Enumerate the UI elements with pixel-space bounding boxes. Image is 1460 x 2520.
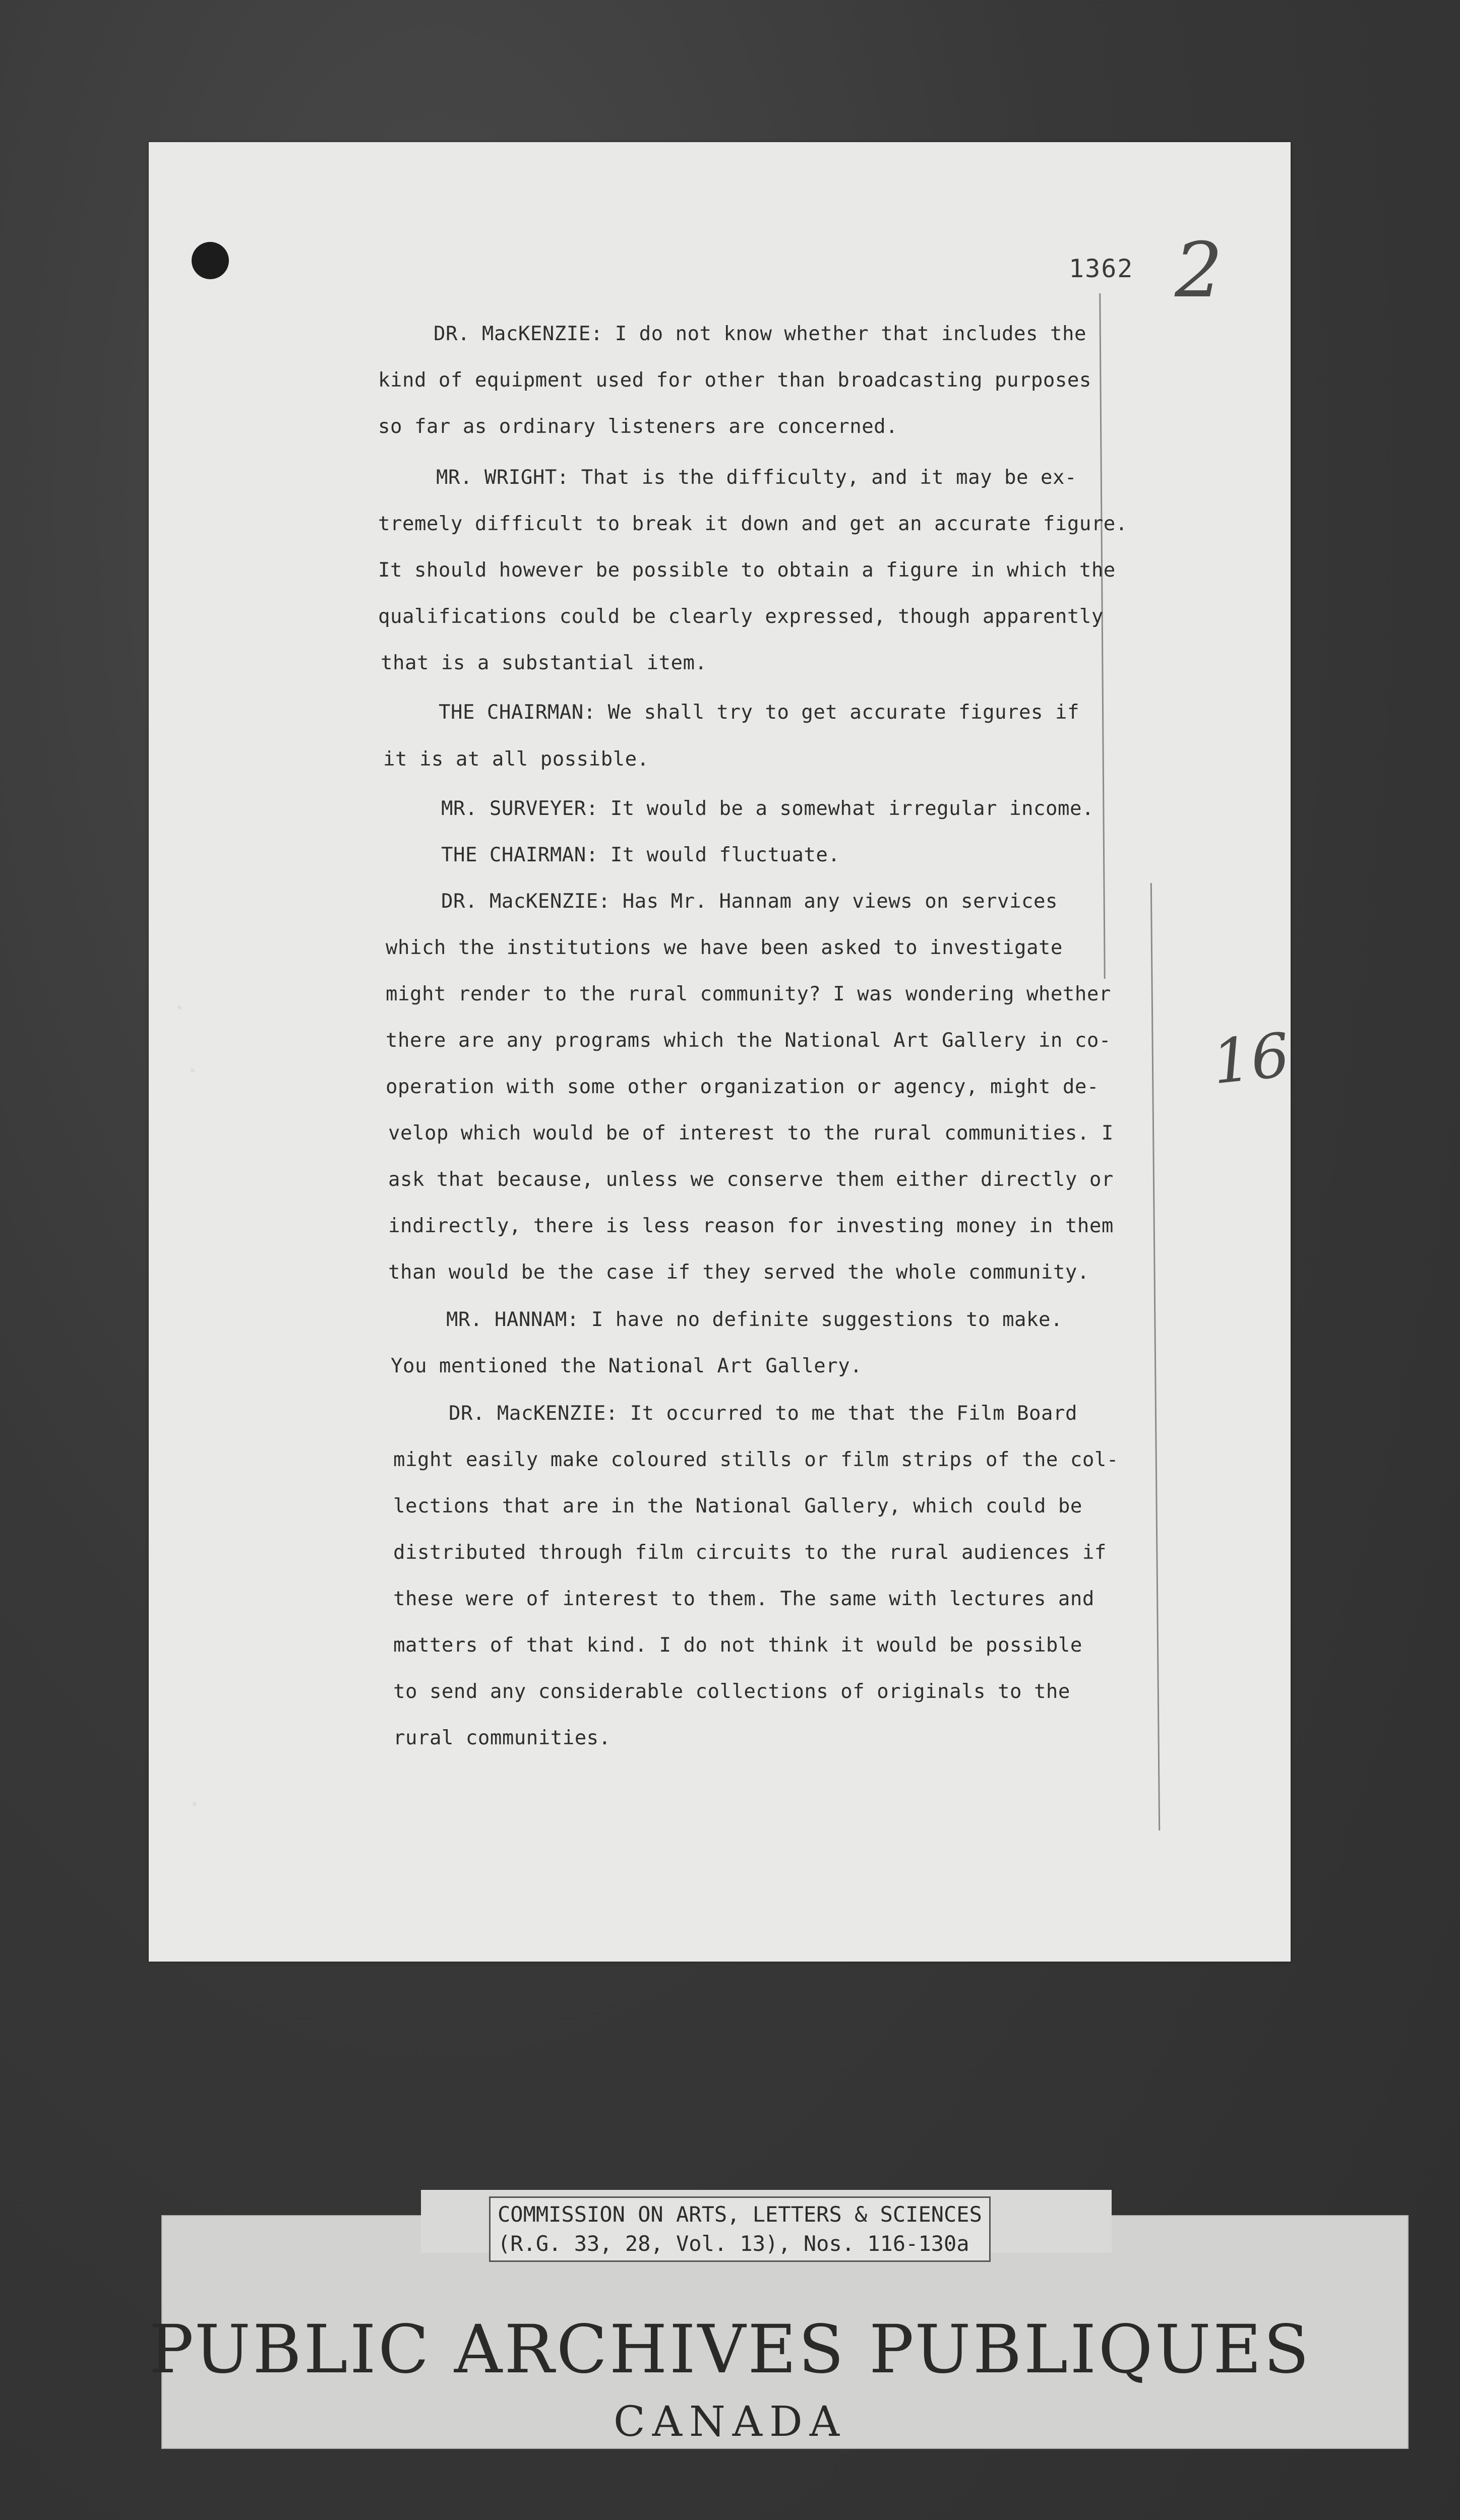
- text-line: operation with some other organization or agency, might de-: [386, 1076, 1099, 1098]
- text-line: rural communities.: [393, 1727, 611, 1749]
- text-line: MR. HANNAM: I have no definite suggestions to make.: [446, 1308, 1063, 1331]
- text-line: THE CHAIRMAN: We shall try to get accurate figures if: [439, 701, 1079, 724]
- handwritten-mark-middle: 16: [1209, 1020, 1293, 1098]
- stamp-subtitle: CANADA: [614, 2398, 846, 2446]
- text-line: kind of equipment used for other than broadcasting purposes: [378, 369, 1091, 392]
- typed-transcript: [149, 142, 1291, 1962]
- text-line: matters of that kind. I do not think it would be possible: [393, 1634, 1082, 1657]
- handwritten-mark-top: 2: [1175, 227, 1223, 314]
- text-line: ask that because, unless we conserve them either directly or: [388, 1168, 1114, 1191]
- text-line: DR. MacKENZIE: I do not know whether that includes the: [434, 323, 1086, 345]
- text-line: You mentioned the National Art Gallery.: [391, 1355, 863, 1377]
- text-line: might render to the rural community? I was wondering whether: [386, 983, 1111, 1005]
- archive-label-line-1: COMMISSION ON ARTS, LETTERS & SCIENCES: [498, 2202, 982, 2227]
- text-line: so far as ordinary listeners are concerned.: [378, 415, 898, 438]
- text-line: than would be the case if they served the whole community.: [388, 1261, 1089, 1284]
- text-line: it is at all possible.: [383, 748, 649, 771]
- archive-label-line-2: (R.G. 33, 28, Vol. 13), Nos. 116-130a: [498, 2231, 969, 2256]
- text-line: velop which would be of interest to the rural communities. I: [388, 1122, 1114, 1145]
- text-line: tremely difficult to break it down and get an accurate figure.: [378, 513, 1128, 535]
- text-line: DR. MacKENZIE: Has Mr. Hannam any views on services: [441, 890, 1058, 913]
- text-line: distributed through film circuits to the rural audiences if: [393, 1541, 1107, 1564]
- text-line: It should however be possible to obtain a figure in which the: [378, 559, 1116, 582]
- scan-speck: [193, 1802, 197, 1806]
- text-line: which the institutions we have been asked to investigate: [386, 936, 1063, 959]
- document-page: [149, 142, 1291, 1962]
- text-line: indirectly, there is less reason for investing money in them: [388, 1215, 1114, 1237]
- text-line: MR. SURVEYER: It would be a somewhat irregular income.: [441, 797, 1094, 820]
- page-number: 1362: [1069, 254, 1134, 283]
- scan-speck: [177, 1005, 181, 1010]
- text-line: MR. WRIGHT: That is the difficulty, and it may be ex-: [436, 466, 1077, 489]
- stamp-title: PUBLIC ARCHIVES PUBLIQUES: [149, 2311, 1311, 2388]
- text-line: there are any programs which the National Art Gallery in co-: [386, 1029, 1111, 1052]
- text-line: that is a substantial item.: [381, 652, 707, 674]
- text-line: might easily make coloured stills or film strips of the col-: [393, 1448, 1119, 1471]
- text-line: qualifications could be clearly expressed, though apparently: [378, 605, 1104, 628]
- text-line: these were of interest to them. The same with lectures and: [393, 1588, 1094, 1610]
- text-line: lections that are in the National Gallery, which could be: [393, 1495, 1082, 1518]
- archive-reference-label: [489, 2196, 991, 2262]
- text-line: to send any considerable collections of originals to the: [393, 1680, 1070, 1703]
- text-line: THE CHAIRMAN: It would fluctuate.: [441, 844, 840, 866]
- text-line: DR. MacKENZIE: It occurred to me that the Film Board: [449, 1402, 1077, 1425]
- scan-speck: [191, 1068, 195, 1073]
